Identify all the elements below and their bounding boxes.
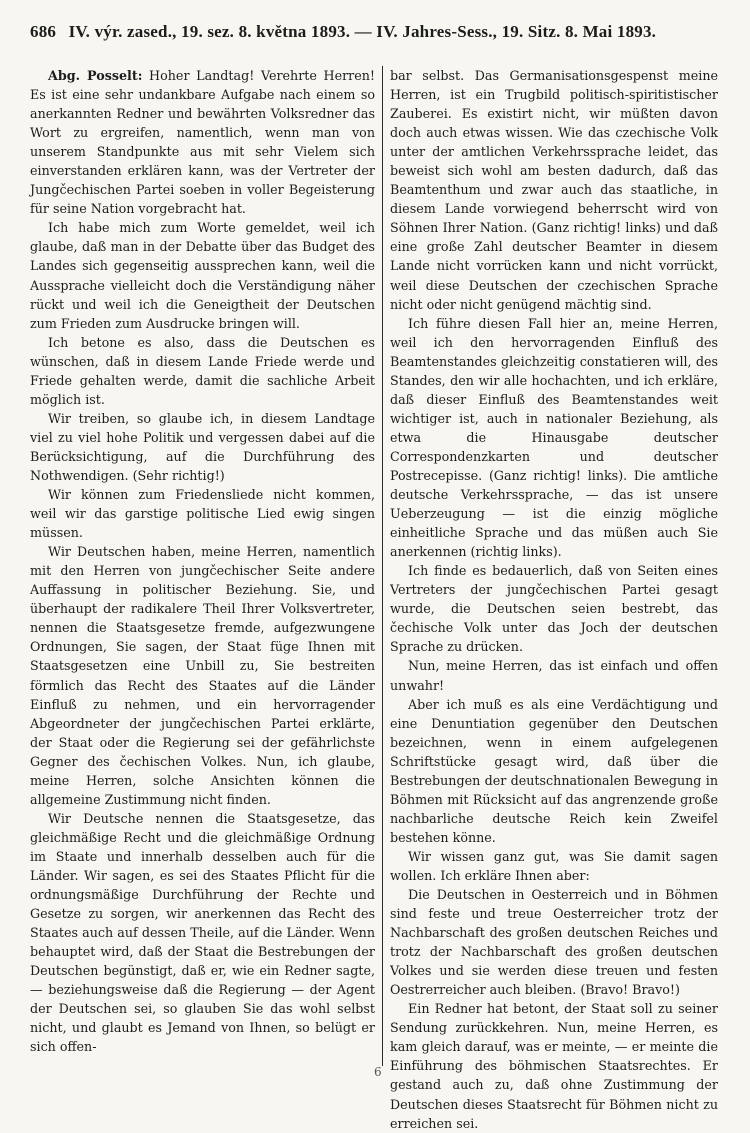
paragraph: Aber ich muß es als eine Verdächtigung und eine Denuntiation gegenüber den Deutschen bezeichnen, wenn in einem aufgelegenen Schriftstücke gesagt wird, daß über die Bestrebungen der deutschnationalen Bewegung in Böhmen mit Rücksicht auf das angrenzende große nachbarliche deutsche Reich kein Zweifel bestehen könne. (390, 696, 718, 845)
paragraph: Wir können zum Friedensliede nicht kommen, weil wir das garstige politische Lied ewig singen müssen. (30, 487, 375, 541)
paragraph: Ich finde es bedauerlich, daß von Seiten eines Vertreters der jungčechischen Partei gesagt wurde, die Deutschen seien bestrebt, das čechische Volk unter das Joch der deutschen Sprache zu drücken. (390, 563, 718, 655)
page-header (30, 22, 720, 42)
left-column (30, 66, 375, 1056)
paragraph: Ich habe mich zum Worte gemeldet, weil ich glaube, daß man in der Debatte über das Budget des Landes sich gegenseitig aussprechen kann, weil die Aussprache vielleicht doch die Verständigung näher rückt und weil ich die Geneigtheit der Deutschen zum Frieden zum Ausdrucke bringen will. (30, 220, 375, 331)
paragraph: Ich betone es also, dass die Deutschen es wünschen, daß in diesem Lande Friede werde und Friede gehalten werde, damit die sachliche Arbeit möglich ist. (30, 334, 375, 407)
paragraph: Ein Redner hat betont, der Staat soll zu seiner Sendung zurückkehren. Nun, meine Herren, es kam gleich darauf, was er meinte, — er meinte die Einführung des böhmischen Staatsrechtes. Er gestand auch zu, daß ohne Zustimmung der Deutschen dieses Staatsrecht für Böhmen nicht zu erreichen sei. (390, 1001, 718, 1131)
paragraph: Wir wissen ganz gut, was Sie damit sagen wollen. Ich erkläre Ihnen aber: (390, 848, 718, 883)
paragraph: Nun, meine Herren, das ist einfach und offen unwahr! (390, 658, 718, 693)
speaker-name: Abg. Posselt: (48, 68, 143, 83)
header-text: IV. výr. zased., 19. sez. 8. května 1893. — IV. Jahres-Sess., 19. Sitz. 8. Mai 1893. (68, 22, 657, 41)
paragraph: Wir Deutsche nennen die Staatsgesetze, das gleichmäßige Recht und die gleichmäßige Ordnung im Staate und innerhalb desselben auch für die Länder. Wir sagen, es sei des Staates Pflicht für die ordnungsmäßige Durchführung der Rechte und Gesetze zu sorgen, wir anerkennen das Recht des Staates auch auf dessen Theile, auf die Länder. Wenn behauptet wird, daß der Staat die Bestrebungen der Deutschen begünstigt, daß er, wie ein Redner sagte, — beziehungsweise daß die Regierung — der Agent der Deutschen sei, so glauben Sie das wohl selbst nicht, und glaubt es Jemand von Ihnen, so belügt er sich offen- (30, 810, 375, 1055)
paragraph: Die Deutschen in Oesterreich und in Böhmen sind feste und treue Oesterreicher trotz der Nachbarschaft des großen deutschen Reiches und trotz der Nachbarschaft des großen deutschen Volkes und sie werden diese treuen und festen Oestrerreicher auch bleiben. (Bravo! Bravo!) (390, 887, 718, 998)
paragraph: Ich führe diesen Fall hier an, meine Herren, weil ich den hervorragenden Einfluß des Beamtenstandes gleichzeitig constatieren will, des Standes, den wir alle hochachten, und ich erkläre, daß dieser Einfluß des Beamtenstandes weit wichtiger ist, auch in nationaler Beziehung, als etwa die Hinausgabe deutscher Correspondenzkarten und deutscher Postrecepisse. (Ganz richtig! links). Die amtliche deutsche Verkehrssprache, — das ist unsere Ueberzeugung — ist die einzig mögliche einheitliche Sprache und das müßen auch Sie anerkennen (richtig links). (390, 315, 718, 560)
paragraph: Wir Deutschen haben, meine Herren, namentlich mit den Herren von jungčechischer Seite andere Auffassung in politischer Beziehung. Sie, und überhaupt der radikalere Theil Ihrer Volksvertreter, nennen die Staatsgesetze fremde, aufgezwungene Ordnungen, Sie sagen, der Staat füge Ihnen mit Staatsgesetzen eine Unbill zu, Sie bestreiten förmlich das Recht des Staates auf die Länder Einfluß zu nehmen, und ein hervorragender Abgeordneter der jungčechischen Partei erklärte, der Staat oder die Regierung sei der gefährlichste Gegner des čechischen Volkes. Nun, ich glaube, meine Herren, solche Ansichten können die allgemeine Zustimmung nicht finden. (30, 544, 375, 807)
paragraph: bar selbst. Das Germanisationsgespenst meine Herren, ist ein Trugbild politisch-spiritistischer Zauberei. Es existirt nicht, wir müßten davon doch auch etwas wissen. Wie das czechische Volk unter der amtlichen Verkehrssprache leidet, das beweist sich wohl am besten dadurch, daß das Beamtenthum und zwar auch das staatliche, in diesem Lande vorwiegend beherrscht wird von Söhnen Ihrer Nation. (Ganz richtig! links) und daß eine große Zahl deutscher Beamter in diesem Lande nicht vorrücken kann und nicht vorrückt, weil diese Deutschen der czechischen Sprache nicht oder nicht genügend mächtig sind. (390, 68, 718, 312)
paragraph: Abg. Posselt: Hoher Landtag! Verehrte Herren! Es ist eine sehr undankbare Aufgabe nach einem so anerkannten Redner und bewährten Volksredner das Wort zu ergreifen, namentlich, wenn man von unserem Standpunkte aus mit sehr Vielem sich einverstanden erklären kann, was der Vertreter der Jungčechischen Partei soeben in voller Begeisterung für seine Nation vorgebracht hat. (30, 68, 375, 217)
column-divider (382, 66, 383, 1066)
page-mark: 6 (374, 1065, 382, 1079)
paragraph: Wir treiben, so glaube ich, in diesem Landtage viel zu viel hohe Politik und vergessen dabei auf die Berücksichtigung, auf die Durchführung des Nothwendigen. (Sehr richtig!) (30, 410, 375, 483)
page-number: 686 (30, 22, 57, 41)
right-column (390, 66, 718, 1133)
